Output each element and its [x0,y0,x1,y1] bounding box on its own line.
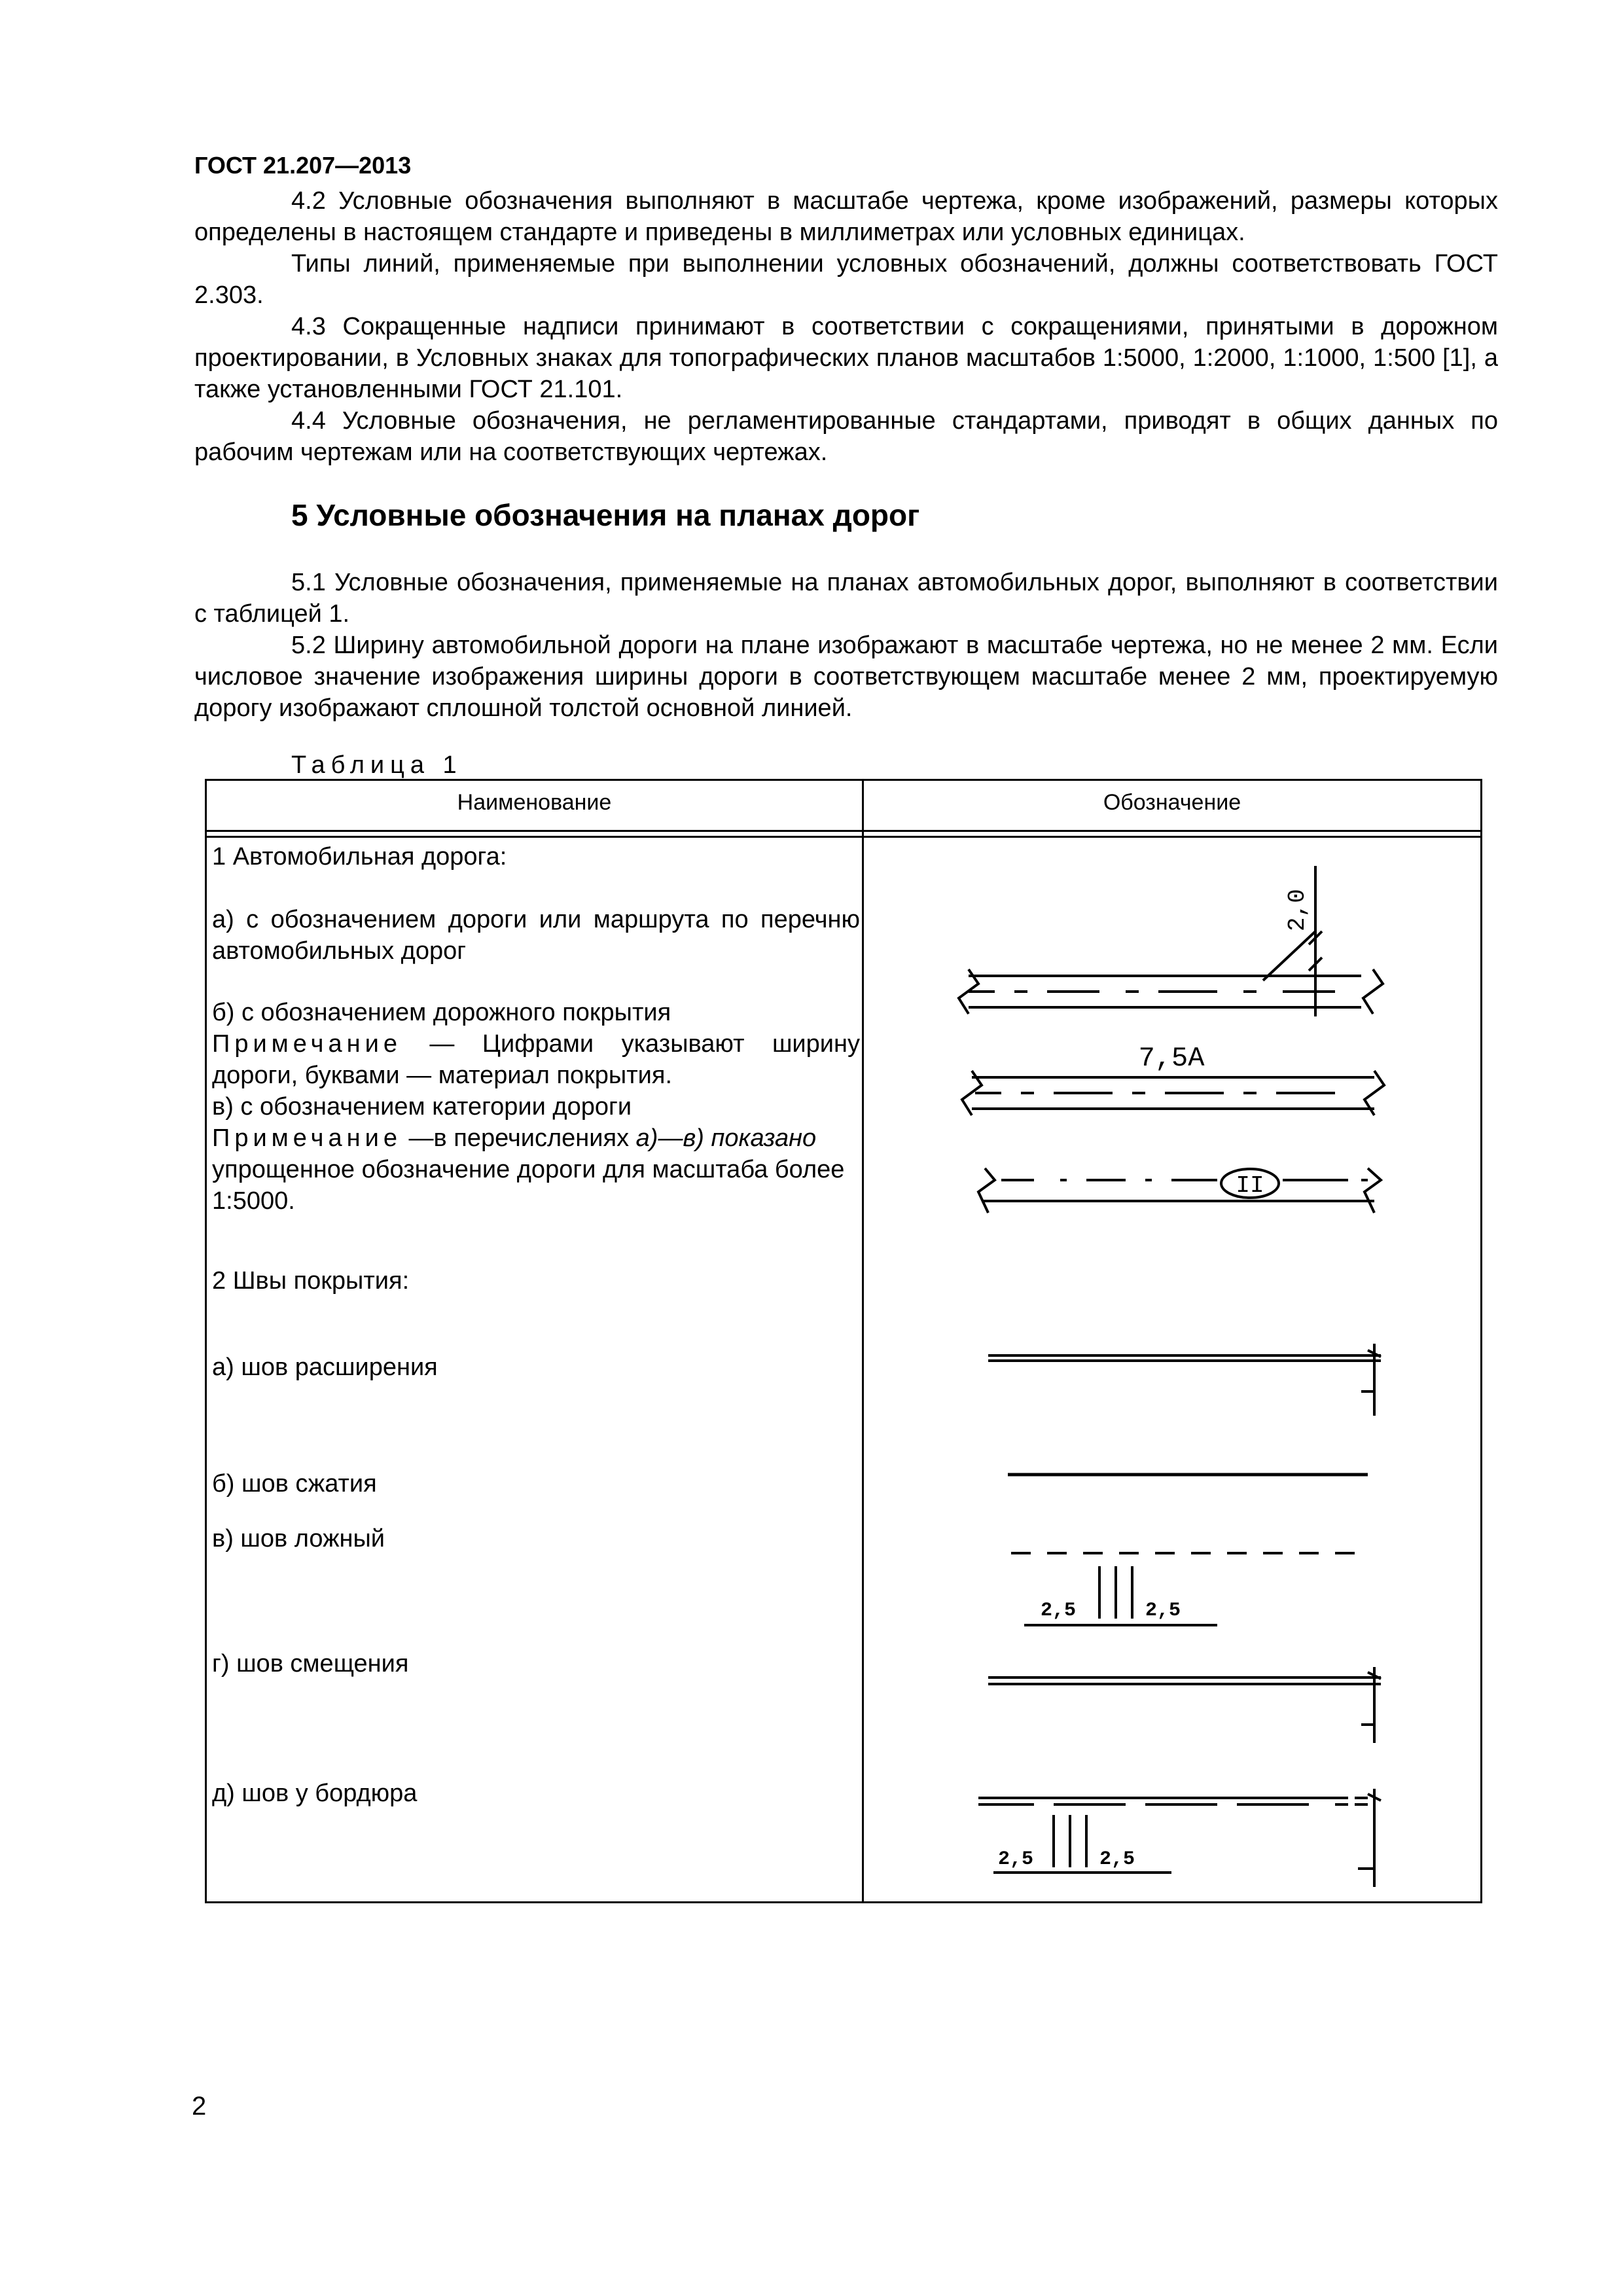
joint-c-dim-left: 2,5 [1041,1600,1077,1622]
row-joints-title: 2 Швы покрытия: [212,1267,410,1295]
table-caption: Таблица 1 [291,751,463,779]
joint-c-dim-right: 2,5 [1145,1600,1181,1622]
column-header-symbol: Обозначение [1103,790,1241,815]
row-road-b: б) с обозначением дорожного покрытия [212,999,671,1026]
road-a-dimension: 2,0 [1284,889,1311,931]
note-1-text: — Цифрами указывают ширину дороги, буквами — материал покрытия. [212,1030,860,1089]
note-label: Примечание [212,1030,402,1058]
row-road-title: 1 Автомобильная дорога: [212,843,507,870]
paragraph-4-2: 4.2 Условные обозначения выполняют в масштабе чертежа, кроме изображений, размеры которых определены в настоящем стандарте и приведены в миллиметрах или условных единицах. [194,187,1498,246]
paragraph-5-1: 5.1 Условные обозначения, применяемые на планах автомобильных дорог, выполняют в соответствии с таблицей 1. [194,569,1498,628]
symbol-joint-c [864,1540,1480,1645]
symbol-joint-a [864,1324,1480,1422]
symbol-road-c [864,1147,1480,1219]
header-divider [207,830,1480,832]
row-note-1 [212,1028,860,1091]
note-2-text-b: упрощенное обозначение дороги для масштаба более 1:5000. [212,1156,845,1215]
row-note-2 [212,1122,860,1217]
document-header: ГОСТ 21.207—2013 [194,152,412,179]
symbol-road-a [864,853,1480,1023]
symbols-table [205,779,1482,1903]
note-2-text-a: —в перечислениях [401,1124,636,1152]
road-b-label: 7,5А [1138,1043,1205,1074]
row-joint-a: а) шов расширения [212,1354,438,1381]
row-joint-b: б) шов сжатия [212,1470,377,1498]
row-road-a: а) с обозначением дороги или маршрута по перечню автомобильных дорог [212,906,860,965]
paragraph-4-3: 4.3 Сокращенные надписи принимают в соответствии с сокращениями, принятыми в дорожном проектировании, в Условных знаках для топографических планов масштабов 1:5000, 1:2000, 1:1000, 1:500 [1], а также установленными ГОСТ 21.101. [194,313,1498,403]
row-road-c: в) с обозначением категории дороги [212,1093,632,1121]
section5-text [194,567,1498,724]
note-label: Примечание [212,1124,402,1152]
page-number: 2 [192,2092,207,2121]
column-header-name: Наименование [457,790,612,815]
symbol-joint-b [864,1455,1480,1494]
row-joint-d: г) шов смещения [212,1650,409,1677]
symbol-joint-d [864,1651,1480,1749]
symbol-joint-e [864,1789,1480,1907]
note-2-italic: а)—в) показано [635,1124,817,1152]
row-joint-e: д) шов у бордюра [212,1780,418,1807]
section-title: 5 Условные обозначения на планах дорог [291,498,920,532]
row-joint-c: в) шов ложный [212,1525,385,1552]
joint-e-dim-left: 2,5 [998,1848,1034,1871]
symbol-road-b [864,1039,1480,1124]
intro-text [194,185,1498,468]
paragraph-line-types: Типы линий, применяемые при выполнении условных обозначений, должны соответствовать ГОСТ 2.303. [194,250,1498,309]
paragraph-4-4: 4.4 Условные обозначения, не регламентированные стандартами, приводят в общих данных по рабочим чертежам или на соответствующих чертежах. [194,407,1498,466]
header-divider-double [207,836,1480,838]
road-c-category: II [1236,1172,1264,1199]
joint-e-dim-right: 2,5 [1099,1848,1135,1871]
paragraph-5-2: 5.2 Ширину автомобильной дороги на плане изображают в масштабе чертежа, но не менее 2 мм. Если числовое значение изображения ширины дороги в соответствующем масштабе менее 2 мм, проектируемую дорогу изображают сплошной толстой основной линией. [194,632,1498,722]
